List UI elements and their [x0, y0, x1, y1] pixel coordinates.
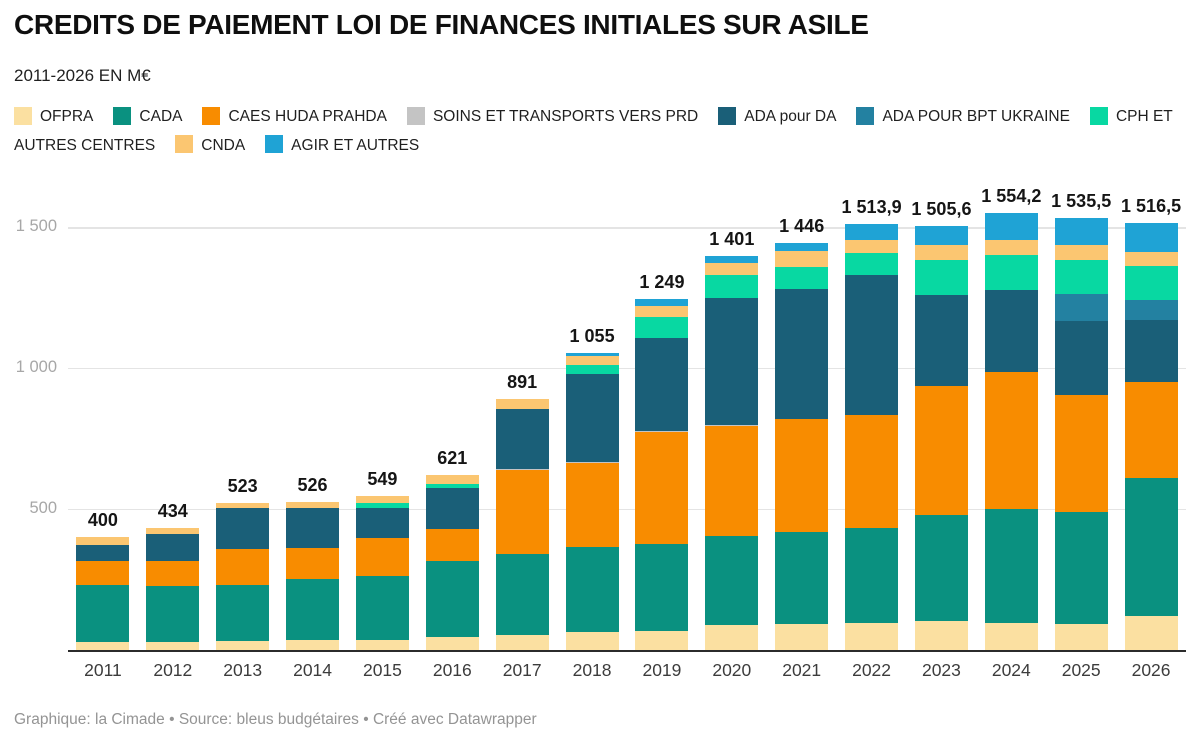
y-axis-label: 1 000	[15, 358, 57, 377]
bar-segment	[216, 584, 269, 641]
legend-item-label: CADA	[139, 108, 183, 125]
bar-segment	[216, 503, 269, 508]
legend-item-label: CAES HUDA PRAHDA	[228, 108, 387, 125]
bar-total-label: 1 446	[779, 216, 825, 237]
bar-segment	[635, 544, 688, 631]
legend-swatch	[202, 107, 220, 125]
x-axis-label: 2022	[852, 660, 892, 680]
bar-total-label: 1 554,2	[981, 185, 1042, 206]
bar-total-label: 400	[87, 510, 118, 531]
bar-segment	[146, 534, 199, 562]
x-axis-label: 2014	[293, 660, 333, 680]
bar-segment	[496, 634, 549, 650]
bar-segment	[985, 372, 1038, 509]
bar-segment	[1125, 616, 1178, 650]
bar-segment	[985, 623, 1038, 651]
bar-segment	[1125, 252, 1178, 267]
x-axis-label: 2020	[712, 660, 752, 680]
legend-item	[113, 108, 182, 125]
x-axis-label: 2019	[642, 660, 682, 680]
legend-item	[202, 108, 386, 125]
bar-segment	[985, 290, 1038, 373]
bar-segment	[146, 586, 199, 642]
bar-segment	[216, 641, 269, 651]
bar-segment	[356, 537, 409, 575]
bar-segment	[216, 549, 269, 585]
bar-segment	[76, 537, 129, 544]
legend-item	[856, 108, 1069, 125]
legend-item	[718, 108, 836, 125]
bar-segment	[705, 275, 758, 298]
bar-segment	[146, 528, 199, 534]
bar-segment	[845, 528, 898, 623]
legend-item	[265, 137, 419, 154]
bar-segment	[635, 306, 688, 317]
x-axis-label: 2024	[991, 660, 1031, 680]
x-axis-label: 2013	[223, 660, 263, 680]
bar-segment	[1055, 245, 1108, 260]
bar-segment	[426, 483, 479, 488]
legend-item	[14, 108, 93, 125]
legend-swatch	[113, 107, 131, 125]
bar-segment	[775, 266, 828, 288]
bar-segment	[915, 621, 968, 650]
bar-segment	[845, 224, 898, 240]
y-axis-label: 500	[29, 498, 57, 517]
bar-total-label: 1 513,9	[841, 196, 902, 217]
chart-subtitle: 2011-2026 EN M€	[14, 66, 151, 85]
bar-segment	[356, 639, 409, 650]
bar-segment	[845, 253, 898, 276]
bar-segment	[426, 475, 479, 483]
bar-segment	[705, 535, 758, 624]
legend-item-label: ADA pour DA	[744, 108, 837, 125]
bar-segment	[1055, 260, 1108, 294]
bar-segment	[635, 631, 688, 651]
bar-segment	[775, 624, 828, 651]
x-axis-label: 2021	[782, 660, 822, 680]
bar-segment	[705, 263, 758, 275]
bar-segment	[566, 463, 619, 548]
bar-total-label: 1 505,6	[911, 199, 972, 220]
bar-segment	[915, 515, 968, 622]
bar-total-label: 1 535,5	[1051, 190, 1112, 211]
bar-segment	[1055, 624, 1108, 651]
bar-segment	[775, 251, 828, 267]
bar-segment	[426, 487, 479, 529]
bar-segment	[635, 299, 688, 307]
bar-segment	[985, 509, 1038, 623]
bar-segment	[76, 561, 129, 586]
legend-item	[1090, 108, 1173, 125]
bar-segment	[985, 213, 1038, 241]
x-axis-label: 2025	[1061, 660, 1101, 680]
bar-total-label: 1 401	[709, 228, 755, 249]
legend-swatch	[14, 107, 32, 125]
bar-segment	[1055, 321, 1108, 395]
bar-total-label: 891	[507, 372, 538, 393]
legend-item-label: SOINS ET TRANSPORTS VERS PRD	[432, 108, 699, 125]
bar-segment	[775, 532, 828, 624]
legend-swatch	[175, 135, 193, 153]
bar-segment	[426, 561, 479, 637]
bar-segment	[356, 575, 409, 640]
bar-segment	[566, 353, 619, 356]
bar-segment	[915, 260, 968, 296]
bar-segment	[985, 240, 1038, 255]
bar-total-label: 523	[227, 475, 258, 496]
bar-segment	[426, 529, 479, 561]
bar-segment	[1125, 266, 1178, 300]
footer-credits: Graphique: la Cimade • Source: bleus budgétaires • Créé avec Datawrapper	[14, 711, 537, 728]
bar-segment	[635, 432, 688, 544]
bar-segment	[1055, 294, 1108, 322]
bar-segment	[1055, 511, 1108, 624]
legend-swatch	[265, 135, 283, 153]
bar-segment	[845, 623, 898, 651]
legend-item	[175, 137, 245, 154]
bar-segment	[286, 579, 339, 640]
bar-segment	[845, 239, 898, 253]
bar-total-label: 1 516,5	[1121, 196, 1182, 217]
bar-segment	[286, 640, 339, 651]
bar-segment	[985, 255, 1038, 290]
bar-segment	[635, 317, 688, 338]
bar-segment	[566, 631, 619, 650]
bar-segment	[705, 624, 758, 650]
bar-segment	[845, 414, 898, 528]
bar-segment	[915, 386, 968, 515]
bar-segment	[146, 561, 199, 586]
bar-segment	[1055, 395, 1108, 512]
x-axis-label: 2023	[921, 660, 961, 680]
bar-segment	[566, 364, 619, 374]
x-axis-line	[68, 650, 1186, 652]
legend-item	[407, 108, 698, 125]
bar-segment	[566, 374, 619, 462]
bar-segment	[76, 544, 129, 561]
legend-swatch	[1090, 107, 1108, 125]
bar-segment	[426, 637, 479, 651]
x-axis-label: 2026	[1131, 660, 1171, 680]
bar-segment	[496, 408, 549, 469]
bar-segment	[1125, 320, 1178, 383]
bar-segment	[775, 288, 828, 418]
x-axis-label: 2017	[502, 660, 542, 680]
bar-segment	[1125, 300, 1178, 320]
bar-segment	[1125, 382, 1178, 478]
bar-segment	[286, 547, 339, 579]
bar-segment	[286, 502, 339, 508]
bar-segment	[566, 547, 619, 632]
bar-segment	[1055, 218, 1108, 245]
bar-segment	[915, 295, 968, 386]
bar-segment	[1125, 477, 1178, 616]
legend-item-label: ADA POUR BPT UKRAINE	[882, 108, 1070, 125]
bar-segment	[845, 275, 898, 415]
bar-segment	[1125, 223, 1178, 252]
x-axis-label: 2018	[572, 660, 612, 680]
bar-segment	[635, 337, 688, 431]
bar-segment	[356, 507, 409, 537]
bar-segment	[496, 553, 549, 634]
chart-title: CREDITS DE PAIEMENT LOI DE FINANCES INITIALES SUR ASILE	[14, 9, 869, 40]
bar-segment	[566, 356, 619, 365]
x-axis-label: 2015	[362, 660, 402, 680]
legend-swatch	[718, 107, 736, 125]
x-axis-label: 2016	[432, 660, 472, 680]
x-axis-label: 2011	[84, 660, 122, 680]
bar-segment	[775, 243, 828, 251]
legend	[14, 103, 1184, 160]
legend-item-label: OFPRA	[40, 108, 94, 125]
bar-segment	[915, 245, 968, 260]
bar-segment	[705, 425, 758, 535]
bar-segment	[356, 503, 409, 508]
bar-total-label: 1 249	[639, 271, 685, 292]
bar-segment	[496, 470, 549, 554]
bar-segment	[286, 508, 339, 548]
bar-segment	[496, 399, 549, 408]
legend-item-label: AGIR ET AUTRES	[291, 136, 420, 154]
legend-item-label: CPH ET	[1115, 108, 1173, 125]
legend-item-label: CNDA	[201, 136, 246, 154]
bar-total-label: 1 055	[569, 326, 615, 347]
bar-total-label: 549	[367, 468, 398, 489]
bar-segment	[915, 226, 968, 245]
bar-total-label: 621	[437, 448, 468, 469]
bar-segment	[356, 496, 409, 504]
bar-total-label: 434	[157, 500, 188, 521]
bar-total-label: 526	[297, 474, 328, 495]
bar-segment	[775, 419, 828, 532]
bar-segment	[705, 256, 758, 264]
legend-swatch	[407, 107, 425, 125]
x-axis-label: 2012	[153, 660, 193, 680]
y-axis-label: 1 500	[15, 217, 57, 236]
bar-segment	[705, 297, 758, 425]
legend-item-label: AUTRES CENTRES	[14, 136, 156, 154]
bar-segment	[76, 585, 129, 642]
legend-swatch	[856, 107, 874, 125]
bar-segment	[216, 508, 269, 549]
